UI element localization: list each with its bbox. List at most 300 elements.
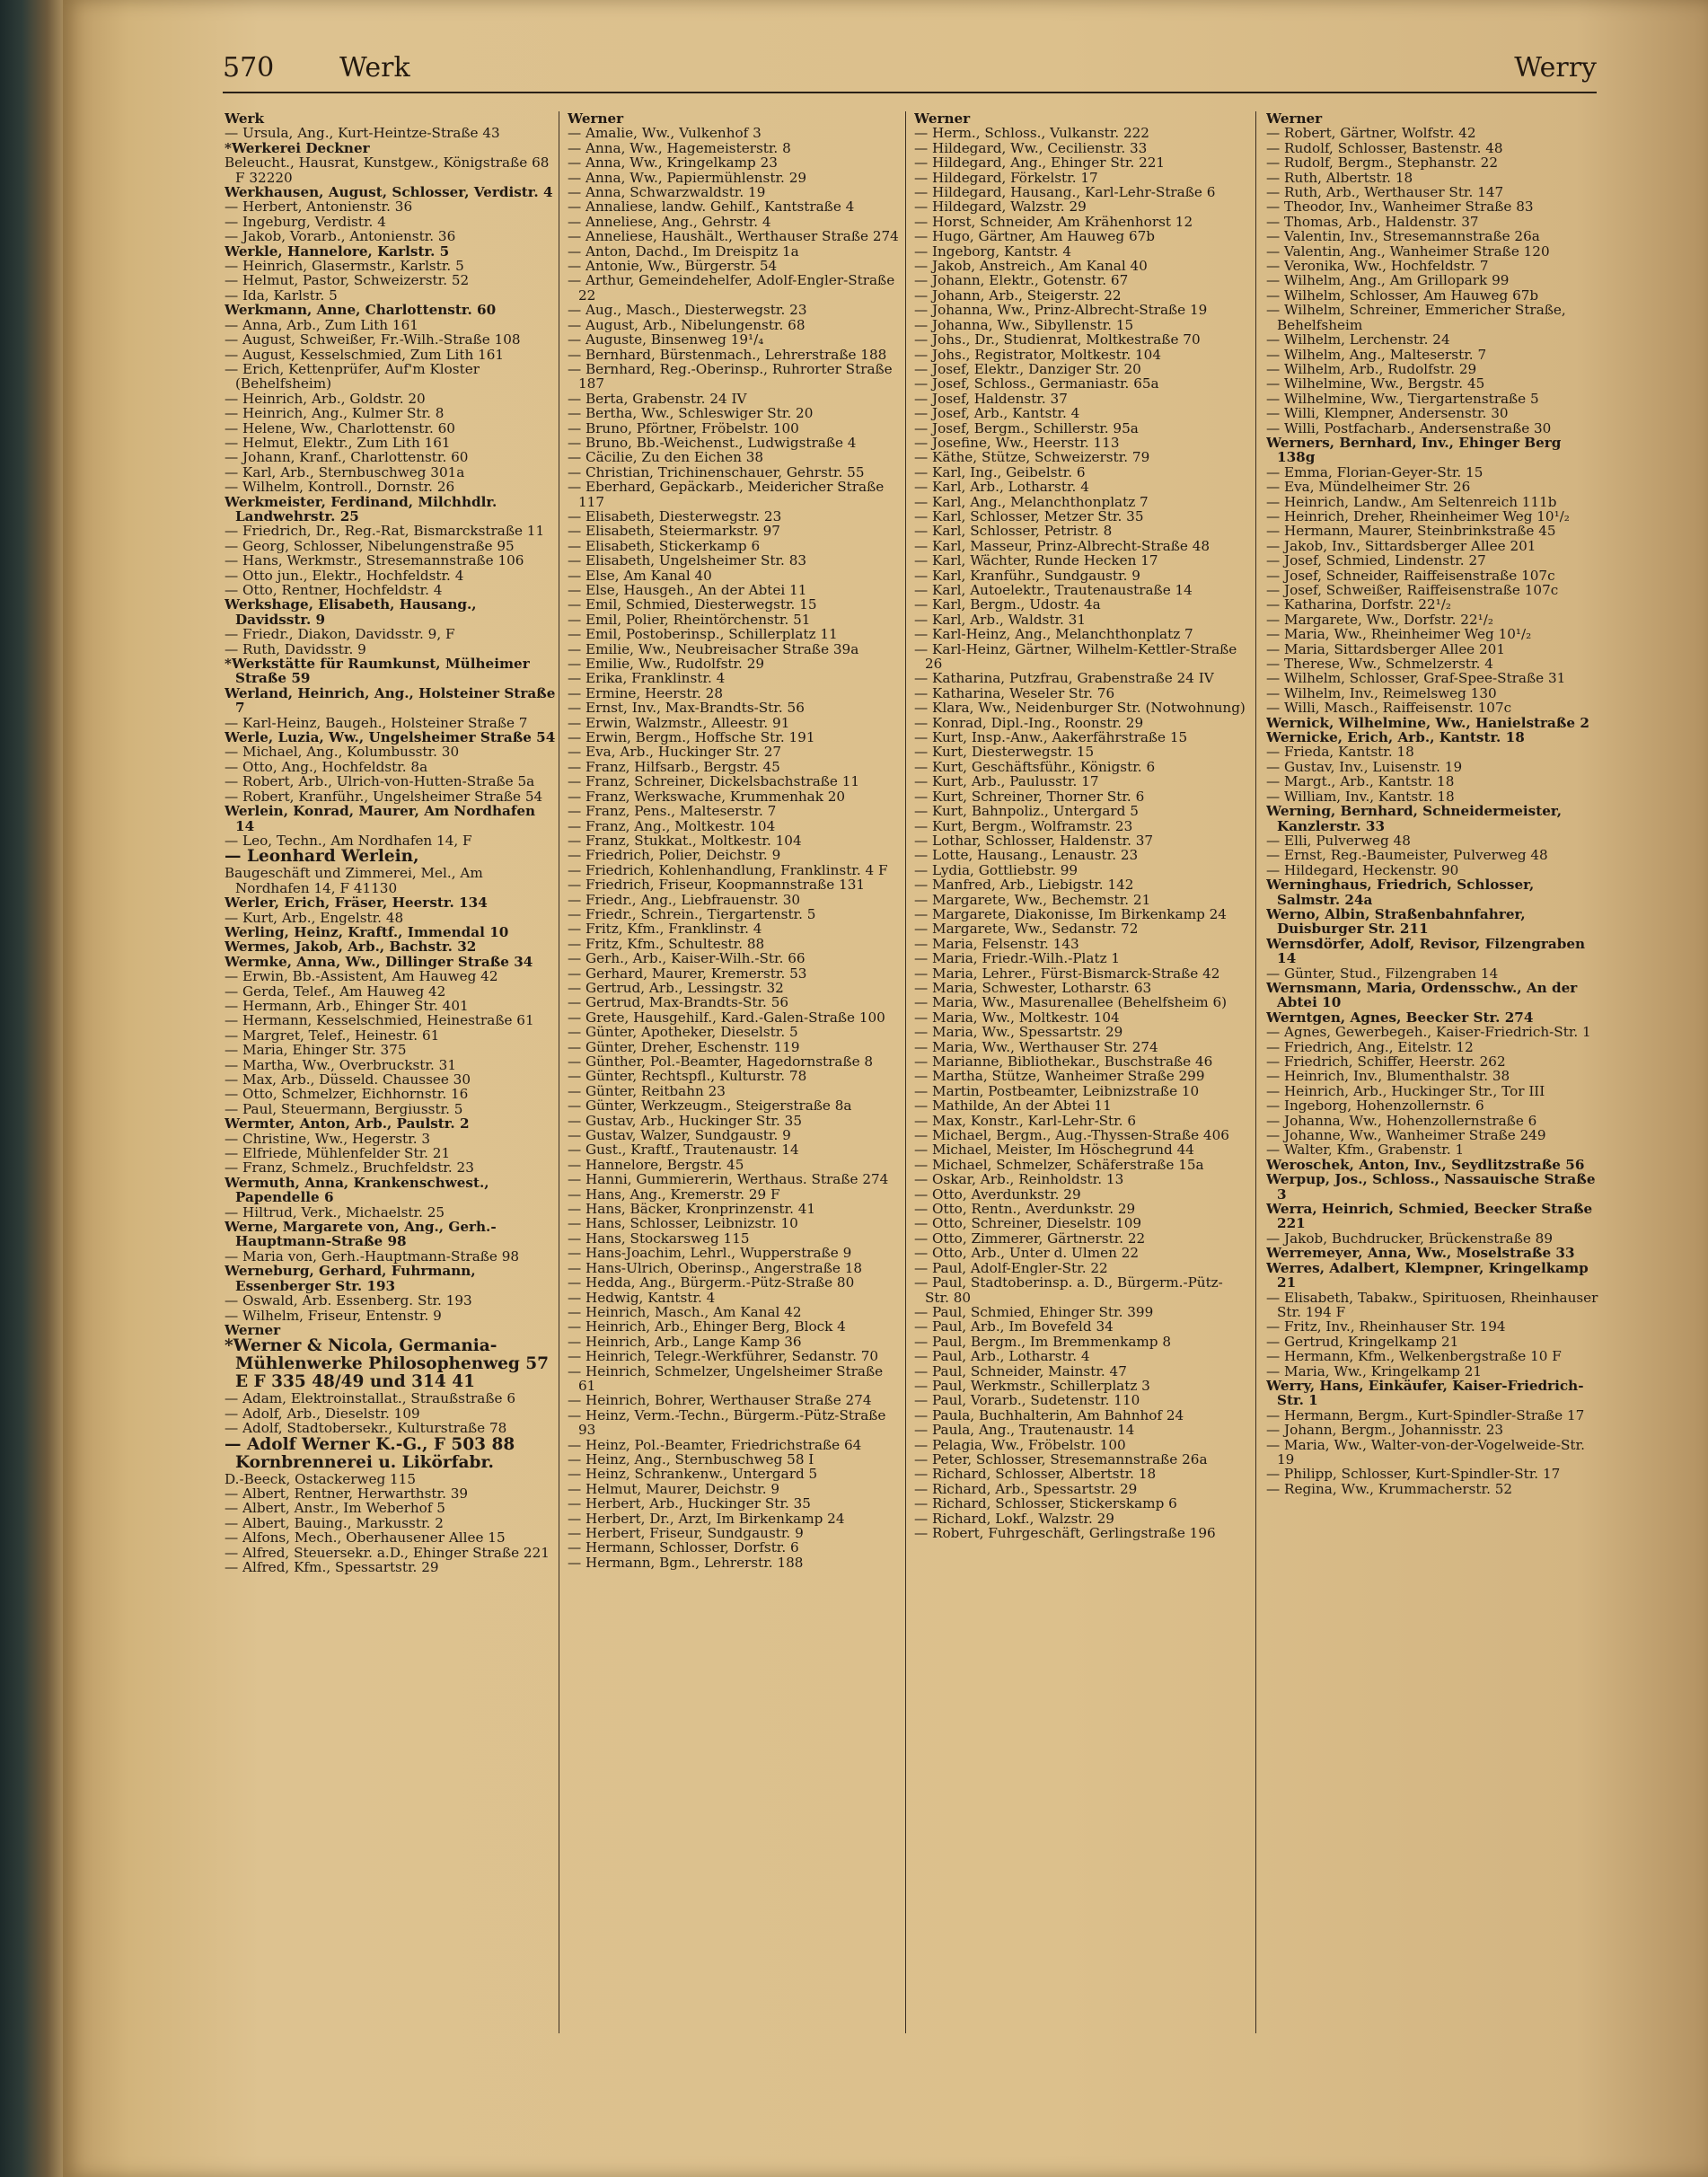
directory-entry: — Gust., Kraftf., Trautenaustr. 14	[568, 1141, 799, 1159]
directory-entry: — Wilhelm, Arb., Rudolfstr. 29	[1266, 360, 1477, 377]
directory-entry: Werner	[568, 111, 624, 127]
directory-entry: — Maria, Felsenstr. 143	[914, 935, 1079, 952]
directory-entry: — Franz, Hilfsarb., Bergstr. 45	[568, 758, 780, 775]
directory-entry: Wernsmann, Maria, Ordensschw., An der Abtei 10	[1266, 979, 1578, 1011]
directory-entry: — Heinrich, Dreher, Rheinheimer Weg 10¹/₂	[1266, 507, 1570, 524]
directory-entry: — Albert, Bauing., Markusstr. 2	[225, 1514, 444, 1531]
directory-entry: — Heinrich, Arb., Goldstr. 20	[225, 390, 426, 407]
directory-entry: — Paula, Ang., Trautenaustr. 14	[914, 1422, 1135, 1439]
column-3	[914, 111, 1246, 2159]
directory-entry: — Ida, Karlstr. 5	[225, 286, 338, 304]
directory-entry: Werners, Bernhard, Inv., Ehinger Berg 138g	[1266, 434, 1562, 466]
column-2	[568, 111, 900, 2159]
directory-entry: Wermke, Anna, Ww., Dillinger Straße 34	[225, 953, 533, 970]
directory-entry: — Günter, Reitbahn 23	[568, 1082, 726, 1099]
directory-entry: Werkmann, Anne, Charlottenstr. 60	[225, 302, 497, 319]
directory-entry: — Alfred, Steuersekr. a.D., Ehinger Straße 221	[225, 1544, 550, 1561]
directory-entry: — Gertrud, Kringelkamp 21	[1266, 1333, 1459, 1350]
directory-entry: — Maria, Ww., Werthauser Str. 274	[914, 1038, 1158, 1055]
directory-entry: Weroschek, Anton, Inv., Seydlitzstraße 56	[1266, 1156, 1585, 1173]
directory-entry: — Arthur, Gemeindehelfer, Adolf-Engler-Straße 22	[568, 272, 895, 304]
directory-entry: — Lotte, Hausang., Lenaustr. 23	[914, 847, 1139, 864]
directory-entry: — Regina, Ww., Krummacherstr. 52	[1266, 1480, 1513, 1497]
directory-entry: *Werkstätte für Raumkunst, Mülheimer Straße 59	[225, 656, 530, 687]
directory-entry: — Heinrich, Landw., Am Seltenreich 111b	[1266, 493, 1557, 510]
directory-entry: — Wilhelm, Ang., Malteserstr. 7	[1266, 346, 1487, 363]
directory-entry: — Emilie, Ww., Rudolfstr. 29	[568, 656, 765, 673]
directory-entry: — Leo, Techn., Am Nordhafen 14, F	[225, 832, 472, 849]
directory-entry: — Hermann, Maurer, Steinbrinkstraße 45	[1266, 523, 1556, 540]
directory-entry: — Wilhelm, Schreiner, Emmericher Straße, Behelfsheim	[1266, 302, 1566, 333]
directory-entry: Baugeschäft und Zimmerei, Mel., Am Nordhafen 14, F 41130	[225, 865, 483, 896]
directory-entry: — Bernhard, Reg.-Oberinsp., Ruhrorter Straße 187	[568, 360, 893, 392]
directory-entry: — Jakob, Buchdrucker, Brückenstraße 89	[1266, 1230, 1553, 1247]
directory-entry: — Theodor, Inv., Wanheimer Straße 83	[1266, 198, 1534, 216]
directory-entry: — Johs., Registrator, Moltkestr. 104	[914, 346, 1161, 363]
directory-entry: — Margarete, Ww., Sedanstr. 72	[914, 921, 1139, 938]
directory-entry: — Heinz, Schrankenw., Untergard 5	[568, 1466, 818, 1483]
directory-entry: — Lothar, Schlosser, Haldenstr. 37	[914, 832, 1154, 849]
directory-entry: — Josef, Schloss., Germaniastr. 65a	[914, 375, 1159, 392]
directory-entry: — Anna, Ww., Papiermühlenstr. 29	[568, 169, 807, 186]
directory-entry: — Horst, Schneider, Am Krähenhorst 12	[914, 213, 1193, 230]
directory-entry: — Karl, Kranführ., Sundgaustr. 9	[914, 567, 1140, 584]
directory-entry: — Bertha, Ww., Schleswiger Str. 20	[568, 405, 814, 422]
directory-entry: — Kurt, Bahnpoliz., Untergard 5	[914, 803, 1139, 820]
directory-entry: — Lydia, Gottliebstr. 99	[914, 861, 1079, 878]
directory-entry: — Robert, Kranführ., Ungelsheimer Straße 54	[225, 788, 543, 805]
directory-entry: — Josef, Schmied, Lindenstr. 27	[1266, 552, 1486, 569]
directory-entry: Werner	[914, 111, 971, 127]
directory-entry: — Therese, Ww., Schmelzerstr. 4	[1266, 656, 1493, 673]
directory-entry: — Kurt, Bergm., Wolframstr. 23	[914, 817, 1133, 834]
directory-entry: — Ursula, Ang., Kurt-Heintze-Straße 43	[225, 125, 500, 142]
directory-entry: — Margarete, Ww., Dorfstr. 22¹/₂	[1266, 611, 1493, 628]
directory-entry: — Michael, Bergm., Aug.-Thyssen-Straße 406	[914, 1127, 1229, 1144]
directory-entry: — Heinrich, Ang., Kulmer Str. 8	[225, 405, 445, 422]
directory-entry: Werner	[225, 1321, 281, 1338]
directory-entry: — Johann, Arb., Steigerstr. 22	[914, 286, 1122, 304]
directory-entry: — Richard, Arb., Spessartstr. 29	[914, 1480, 1138, 1497]
directory-entry: — Hermann, Kfm., Welkenbergstraße 10 F	[1266, 1348, 1562, 1365]
directory-entry: — Auguste, Binsenweg 19¹/₄	[568, 331, 764, 348]
directory-entry: — Jakob, Inv., Sittardsberger Allee 201	[1266, 537, 1536, 554]
directory-entry: — Elisabeth, Tabakw., Spirituosen, Rheinhauser Str. 194 F	[1266, 1289, 1598, 1320]
directory-entry: — Kurt, Arb., Paulusstr. 17	[914, 773, 1099, 790]
directory-entry: — Otto, Zimmerer, Gärtnerstr. 22	[914, 1230, 1146, 1247]
directory-entry: — Willi, Postfacharb., Andersenstraße 30	[1266, 419, 1552, 436]
directory-entry: — Mathilde, An der Abtei 11	[914, 1097, 1112, 1115]
directory-entry: — Gerhard, Maurer, Kremerstr. 53	[568, 965, 807, 982]
directory-entry: — Elisabeth, Stickerkamp 6	[568, 537, 761, 554]
directory-entry: — Josef, Haldenstr. 37	[914, 390, 1068, 407]
directory-entry: — Emma, Florian-Geyer-Str. 15	[1266, 463, 1483, 480]
directory-entry: — Ruth, Davidsstr. 9	[225, 640, 366, 657]
directory-entry: — Heinrich, Inv., Blumenthalstr. 38	[1266, 1068, 1510, 1085]
directory-entry: — Hermann, Bergm., Kurt-Spindler-Straße 17	[1266, 1406, 1585, 1423]
directory-entry: — Erika, Franklinstr. 4	[568, 670, 726, 687]
directory-entry: — Alfred, Kfm., Spessartstr. 29	[225, 1558, 439, 1575]
directory-entry: — Adolf, Arb., Dieselstr. 109	[225, 1405, 420, 1422]
directory-entry: — Kurt, Schreiner, Thorner Str. 6	[914, 788, 1145, 805]
directory-entry: — Otto, Schmelzer, Eichhornstr. 16	[225, 1086, 469, 1103]
directory-entry: — Hans, Stockarsweg 115	[568, 1230, 750, 1247]
directory-entry: — Helene, Ww., Charlottenstr. 60	[225, 419, 455, 436]
directory-entry: — Emil, Schmied, Diesterwegstr. 15	[568, 596, 817, 613]
directory-entry: Werlein, Konrad, Maurer, Am Nordhafen 14	[225, 803, 536, 834]
directory-entry: — Johanna, Ww., Hohenzollernstraße 6	[1266, 1112, 1537, 1129]
directory-entry: — Heinz, Verm.-Techn., Bürgerm.-Pütz-Straße 93	[568, 1406, 886, 1439]
directory-entry: — Emilie, Ww., Neubreisacher Straße 39a	[568, 640, 859, 657]
directory-entry: Wernsdörfer, Adolf, Revisor, Filzengraben 14	[1266, 935, 1586, 967]
directory-entry: Werninghaus, Friedrich, Schlosser, Salmstr. 24a	[1266, 877, 1535, 908]
directory-entry: — Robert, Gärtner, Wolfstr. 42	[1266, 125, 1476, 142]
directory-entry: — Hedwig, Kantstr. 4	[568, 1289, 716, 1306]
directory-entry: — Max, Konstr., Karl-Lehr-Str. 6	[914, 1112, 1136, 1129]
book-spine	[0, 0, 63, 2177]
directory-entry: — William, Inv., Kantstr. 18	[1266, 788, 1455, 805]
directory-entry: Werne, Margarete von, Ang., Gerh.-Hauptmann-Straße 98	[225, 1219, 497, 1250]
directory-entry: — Klara, Ww., Neidenburger Str. (Notwohnung)	[914, 700, 1246, 717]
directory-entry: — Paul, Stadtoberinsp. a. D., Bürgerm.-Pütz-Str. 80	[914, 1274, 1223, 1306]
directory-entry: — Karl, Arb., Lotharstr. 4	[914, 479, 1089, 496]
directory-entry: — Martin, Postbeamter, Leibnizstraße 10	[914, 1082, 1200, 1099]
directory-entry: — Paul, Arb., Lotharstr. 4	[914, 1348, 1090, 1365]
directory-entry: — Hildegard, Förkelstr. 17	[914, 169, 1098, 186]
directory-entry: — Paul, Steuermann, Bergiusstr. 5	[225, 1100, 463, 1117]
directory-entry: — Else, Am Kanal 40	[568, 567, 712, 584]
page-header	[223, 52, 1597, 93]
directory-entry: — Otto, Rentner, Hochfeldstr. 4	[225, 582, 443, 598]
directory-entry: — Christian, Trichinenschauer, Gehrstr. 55	[568, 463, 865, 480]
directory-entry: — Eva, Arb., Huckinger Str. 27	[568, 744, 782, 761]
directory-entry: — Michael, Ang., Kolumbusstr. 30	[225, 744, 460, 761]
directory-entry: — Josefine, Ww., Heerstr. 113	[914, 434, 1120, 451]
directory-entry: — Veronika, Ww., Hochfeldstr. 7	[1266, 258, 1489, 275]
directory-entry: Werkshage, Elisabeth, Hausang., Davidsstr. 9	[225, 596, 477, 628]
directory-entry: — Heinrich, Schmelzer, Ungelsheimer Straße 61	[568, 1362, 884, 1394]
header-right-word: Werry	[1514, 52, 1597, 84]
directory-entry: — Berta, Grabenstr. 24 IV	[568, 390, 747, 407]
directory-entry: — Ernst, Reg.-Baumeister, Pulverweg 48	[1266, 847, 1548, 864]
directory-entry: Wermter, Anton, Arb., Paulstr. 2	[225, 1115, 470, 1133]
directory-entry: — Maria, Schwester, Lotharstr. 63	[914, 979, 1152, 996]
directory-entry: — Otto, Arb., Unter d. Ulmen 22	[914, 1245, 1140, 1262]
directory-entry: — Peter, Schlosser, Stresemannstraße 26a	[914, 1450, 1208, 1467]
directory-entry: — Heinrich, Bohrer, Werthauser Straße 274	[568, 1392, 872, 1409]
directory-entry: — Hildegard, Heckenstr. 90	[1266, 861, 1459, 878]
directory-entry: — Leonhard Werlein,	[225, 847, 419, 867]
directory-entry: — Herbert, Friseur, Sundgaustr. 9	[568, 1525, 804, 1541]
directory-entry: — Herbert, Arb., Huckinger Str. 35	[568, 1495, 811, 1512]
directory-entry: — Alfons, Mech., Oberhausener Allee 15	[225, 1529, 506, 1547]
directory-entry: — Bruno, Pförtner, Fröbelstr. 100	[568, 419, 799, 436]
directory-entry: — Hildegard, Ww., Cecilienstr. 33	[914, 139, 1148, 156]
directory-entry: — Richard, Schlosser, Albertstr. 18	[914, 1466, 1157, 1483]
directory-entry: — Richard, Lokf., Walzstr. 29	[914, 1510, 1114, 1527]
directory-entry: — Otto, Averdunkstr. 29	[914, 1185, 1081, 1203]
column-divider	[1255, 111, 1256, 2033]
directory-entry: — Pelagia, Ww., Fröbelstr. 100	[914, 1436, 1126, 1453]
directory-entry: Werland, Heinrich, Ang., Holsteiner Straße 7	[225, 684, 556, 717]
directory-entry: — Hildegard, Hausang., Karl-Lehr-Straße 6	[914, 184, 1216, 201]
directory-entry: — Aug., Masch., Diesterwegstr. 23	[568, 302, 807, 319]
directory-entry: — Emil, Polier, Rheintörchenstr. 51	[568, 611, 811, 628]
directory-entry: — Hanni, Gummiererin, Werthaus. Straße 274	[568, 1171, 889, 1188]
directory-entry: Werpup, Jos., Schloss., Nassauische Straße 3	[1266, 1171, 1596, 1203]
directory-entry: — Katharina, Dorfstr. 22¹/₂	[1266, 596, 1451, 613]
directory-entry: — Konrad, Dipl.-Ing., Roonstr. 29	[914, 714, 1144, 731]
directory-entry: Werkmeister, Ferdinand, Milchhdlr. Landwehrstr. 25	[225, 493, 497, 524]
directory-entry: — Günter, Rechtspfl., Kulturstr. 78	[568, 1068, 807, 1085]
directory-entry: — Heinz, Pol.-Beamter, Friedrichstraße 64	[568, 1436, 862, 1453]
directory-entry: — Robert, Arb., Ulrich-von-Hutten-Straße 5a	[225, 773, 535, 790]
directory-entry: — Erwin, Bergm., Hoffsche Str. 191	[568, 729, 815, 746]
directory-entry: Werner	[1266, 111, 1323, 127]
directory-entry: — Margret, Telef., Heinestr. 61	[225, 1027, 440, 1044]
directory-entry: — Agnes, Gewerbegeh., Kaiser-Friedrich-Str. 1	[1266, 1024, 1591, 1041]
directory-entry: — Johann, Bergm., Johannisstr. 23	[1266, 1422, 1504, 1439]
directory-entry: — Michael, Schmelzer, Schäferstraße 15a	[914, 1156, 1204, 1173]
directory-entry: — Franz, Stukkat., Moltkestr. 104	[568, 832, 802, 849]
directory-entry: — Paul, Arb., Im Bovefeld 34	[914, 1318, 1114, 1335]
directory-entry: Werle, Luzia, Ww., Ungelsheimer Straße 54	[225, 729, 556, 746]
directory-entry: — Jakob, Anstreich., Am Kanal 40	[914, 258, 1148, 275]
directory-entry: — Karl, Schlosser, Petristr. 8	[914, 523, 1113, 540]
directory-entry: — Günter, Dreher, Eschenstr. 119	[568, 1038, 800, 1055]
directory-entry: — Käthe, Stütze, Schweizerstr. 79	[914, 449, 1150, 466]
directory-entry: — Albert, Rentner, Herwarthstr. 39	[225, 1485, 469, 1502]
directory-entry: — Kurt, Geschäftsführ., Königstr. 6	[914, 758, 1156, 775]
directory-entry: — Heinrich, Masch., Am Kanal 42	[568, 1303, 802, 1320]
directory-entry: — Friedrich, Polier, Deichstr. 9	[568, 847, 781, 864]
directory-entry: — Philipp, Schlosser, Kurt-Spindler-Str. 17	[1266, 1466, 1561, 1483]
directory-entry: — Heinrich, Glasermstr., Karlstr. 5	[225, 258, 464, 275]
directory-entry: — Maria, Ww., Moltkestr. 104	[914, 1009, 1120, 1026]
directory-entry: — Maria, Sittardsberger Allee 201	[1266, 640, 1505, 657]
directory-entry: — Karl, Ing., Geibelstr. 6	[914, 463, 1086, 480]
directory-entry: — Katharina, Putzfrau, Grabenstraße 24 IV	[914, 670, 1214, 687]
directory-entry: — Wilhelmine, Ww., Tiergartenstraße 5	[1266, 390, 1539, 407]
directory-entry: — Karl, Arb., Sternbuschweg 301a	[225, 463, 465, 480]
directory-entry: — Hans, Bäcker, Kronprinzenstr. 41	[568, 1201, 816, 1218]
directory-entry: — Anna, Schwarzwaldstr. 19	[568, 184, 766, 201]
directory-entry: — Franz, Pens., Malteserstr. 7	[568, 803, 777, 820]
directory-entry: — Johanne, Ww., Wanheimer Straße 249	[1266, 1127, 1546, 1144]
directory-entry: — Franz, Schreiner, Dickelsbachstraße 11	[568, 773, 860, 790]
directory-entry: — Hans, Werkmstr., Stresemannstraße 106	[225, 552, 524, 569]
directory-entry: — Otto, Rentn., Averdunkstr. 29	[914, 1201, 1136, 1218]
directory-entry: — Friedrich, Schiffer, Heerstr. 262	[1266, 1053, 1506, 1070]
directory-entry: Werry, Hans, Einkäufer, Kaiser-Friedrich-Str. 1	[1266, 1377, 1584, 1409]
directory-entry: — Helmut, Elektr., Zum Lith 161	[225, 434, 451, 451]
directory-entry: — Wilhelm, Lerchenstr. 24	[1266, 331, 1450, 348]
directory-entry: — Heinrich, Arb., Ehinger Berg, Block 4	[568, 1318, 846, 1335]
directory-entry: — Otto jun., Elektr., Hochfeldstr. 4	[225, 567, 464, 584]
directory-entry: — Otto, Ang., Hochfeldstr. 8a	[225, 758, 428, 775]
directory-entry: — Wilhelmine, Ww., Bergstr. 45	[1266, 375, 1485, 392]
directory-entry: — Ernst, Inv., Max-Brandts-Str. 56	[568, 700, 805, 717]
directory-entry: — Hermann, Schlosser, Dorfstr. 6	[568, 1539, 799, 1556]
directory-entry: — Heinrich, Arb., Lange Kamp 36	[568, 1333, 802, 1350]
directory-entry: — Franz, Schmelz., Bruchfeldstr. 23	[225, 1159, 474, 1177]
directory-entry: — Maria, Ww., Kringelkamp 21	[1266, 1362, 1483, 1379]
directory-entry: — Anna, Arb., Zum Lith 161	[225, 316, 418, 333]
directory-entry: — Friedrich, Ang., Eitelstr. 12	[1266, 1038, 1474, 1055]
directory-entry: — Ruth, Arb., Werthauser Str. 147	[1266, 184, 1504, 201]
directory-entry: — Anneliese, Haushält., Werthauser Straße 274	[568, 228, 899, 245]
directory-entry: — Jakob, Vorarb., Antonienstr. 36	[225, 228, 456, 245]
header-left-word: Werk	[339, 52, 410, 84]
directory-entry: Werkhausen, August, Schlosser, Verdistr. 4	[225, 184, 553, 201]
directory-entry: — Paul, Schneider, Mainstr. 47	[914, 1362, 1127, 1379]
directory-entry: — Gustav, Inv., Luisenstr. 19	[1266, 758, 1463, 775]
directory-entry: — Wilhelm, Friseur, Entenstr. 9	[225, 1307, 442, 1324]
directory-entry: — Franz, Werkswache, Krummenhak 20	[568, 788, 846, 805]
directory-entry: — Margarete, Ww., Bechemstr. 21	[914, 891, 1151, 908]
directory-entry: — Fritz, Inv., Rheinhauser Str. 194	[1266, 1318, 1506, 1335]
directory-entry: — Heinz, Ang., Sternbuschweg 58 I	[568, 1450, 814, 1467]
directory-entry: *Werner & Nicola, Germania-Mühlenwerke Philosophenweg 57 E F 335 48/49 und 314 41	[225, 1336, 550, 1392]
directory-entry: — Michael, Meister, Im Höschegrund 44	[914, 1141, 1194, 1159]
directory-entry: — Fritz, Kfm., Schultestr. 88	[568, 935, 765, 952]
directory-entry: — Josef, Schneider, Raiffeisenstraße 107c	[1266, 567, 1555, 584]
directory-entry: Werres, Adalbert, Klempner, Kringelkamp 21	[1266, 1259, 1589, 1291]
directory-entry: — Elli, Pulverweg 48	[1266, 832, 1411, 849]
directory-entry: — Hans, Ang., Kremerstr. 29 F	[568, 1185, 780, 1203]
directory-entry: — Gertrud, Arb., Lessingstr. 32	[568, 979, 784, 996]
directory-entry: — Karl, Masseur, Prinz-Albrecht-Straße 48	[914, 537, 1211, 554]
directory-entry: — Paul, Bergm., Im Bremmenkamp 8	[914, 1333, 1171, 1350]
directory-entry: — Kurt, Diesterwegstr. 15	[914, 744, 1095, 761]
directory-entry: — Anton, Dachd., Im Dreispitz 1a	[568, 242, 799, 260]
directory-entry: — Paul, Vorarb., Sudetenstr. 110	[914, 1392, 1140, 1409]
directory-entry: — Hans-Joachim, Lehrl., Wupperstraße 9	[568, 1245, 852, 1262]
directory-entry: — Thomas, Arb., Haldenstr. 37	[1266, 213, 1479, 230]
directory-entry: — Erwin, Bb.-Assistent, Am Hauweg 42	[225, 968, 498, 985]
directory-entry: — Johanna, Ww., Sibyllenstr. 15	[914, 316, 1134, 333]
directory-entry: — Adam, Elektroinstallat., Straußstraße 6	[225, 1390, 515, 1407]
directory-entry: — Antonie, Ww., Bürgerstr. 54	[568, 258, 778, 275]
directory-entry: *Werkerei Deckner	[225, 139, 370, 156]
directory-entry: — Gertrud, Max-Brandts-Str. 56	[568, 994, 789, 1011]
directory-entry: — Willi, Masch., Raiffeisenstr. 107c	[1266, 700, 1512, 717]
directory-entry: — Elisabeth, Ungelsheimer Str. 83	[568, 552, 807, 569]
directory-entry: — Hans, Schlosser, Leibnizstr. 10	[568, 1215, 798, 1232]
directory-entry: — Anna, Ww., Kringelkamp 23	[568, 154, 778, 172]
directory-entry: — Ingeborg, Hohenzollernstr. 6	[1266, 1097, 1484, 1115]
directory-entry: — Hans-Ulrich, Oberinsp., Angerstraße 18	[568, 1259, 863, 1276]
directory-entry: — Amalie, Ww., Vulkenhof 3	[568, 125, 762, 142]
directory-entry: — Robert, Fuhrgeschäft, Gerlingstraße 196	[914, 1525, 1216, 1541]
directory-entry: — Maria, Ehinger Str. 375	[225, 1042, 407, 1059]
directory-entry: — Hedda, Ang., Bürgerm.-Pütz-Straße 80	[568, 1274, 855, 1291]
directory-entry: — Hildegard, Walzstr. 29	[914, 198, 1087, 216]
directory-entry: — Gerda, Telef., Am Hauweg 42	[225, 983, 446, 1000]
directory-entry: — Günter, Werkzeugm., Steigerstraße 8a	[568, 1097, 852, 1115]
directory-entry: — Paula, Buchhalterin, Am Bahnhof 24	[914, 1406, 1184, 1423]
directory-entry: — Friedr., Schrein., Tiergartenstr. 5	[568, 905, 816, 922]
directory-entry: — Valentin, Inv., Stresemannstraße 26a	[1266, 228, 1540, 245]
directory-entry: — Maria, Ww., Masurenallee (Behelfsheim 6)	[914, 994, 1228, 1011]
directory-entry: Beleucht., Hausrat, Kunstgew., Königstraße 68 F 32220	[225, 154, 550, 186]
directory-entry: — Hermann, Bgm., Lehrerstr. 188	[568, 1554, 804, 1571]
directory-entry: — Elfriede, Mühlenfelder Str. 21	[225, 1145, 451, 1162]
directory-entry: — Rudolf, Bergm., Stephanstr. 22	[1266, 154, 1499, 172]
directory-entry: — Hugo, Gärtner, Am Hauweg 67b	[914, 228, 1155, 245]
directory-entry: Werkle, Hannelore, Karlstr. 5	[225, 242, 450, 260]
column-1	[225, 111, 557, 2159]
directory-entry: — Elisabeth, Diesterwegstr. 23	[568, 507, 782, 524]
directory-entry: Wermuth, Anna, Krankenschwest., Papendelle 6	[225, 1174, 489, 1206]
directory-entry: Werno, Albin, Straßenbahnfahrer, Duisburger Str. 211	[1266, 905, 1526, 938]
directory-entry: — Richard, Schlosser, Stickerskamp 6	[914, 1495, 1177, 1512]
directory-entry: — Frieda, Kantstr. 18	[1266, 744, 1414, 761]
directory-entry: — Ruth, Albertstr. 18	[1266, 169, 1413, 186]
directory-entry: — Josef, Elektr., Danziger Str. 20	[914, 360, 1141, 377]
directory-entry: — August, Schweißer, Fr.-Wilh.-Straße 108	[225, 331, 521, 348]
directory-entry: — Albert, Anstr., Im Weberhof 5	[225, 1500, 445, 1517]
directory-entry: — Günther, Pol.-Beamter, Hagedornstraße 8	[568, 1053, 874, 1070]
directory-entry: — Hermann, Kesselschmied, Heinestraße 61	[225, 1012, 534, 1029]
directory-entry: — Erich, Kettenprüfer, Auf'm Kloster (Behelfsheim)	[225, 360, 480, 392]
directory-entry: — Christine, Ww., Hegerstr. 3	[225, 1130, 431, 1147]
directory-entry: — Herbert, Dr., Arzt, Im Birkenkamp 24	[568, 1510, 845, 1527]
directory-entry: Werntgen, Agnes, Beecker Str. 274	[1266, 1009, 1534, 1026]
directory-entry: — August, Arb., Nibelungenstr. 68	[568, 316, 806, 333]
directory-entry: — Karl-Heinz, Gärtner, Wilhelm-Kettler-Straße 26	[914, 640, 1237, 673]
directory-entry: Werning, Bernhard, Schneidermeister, Kanzlerstr. 33	[1266, 803, 1563, 834]
directory-entry: — Friedr., Ang., Liebfrauenstr. 30	[568, 891, 801, 908]
directory-entry: — Grete, Hausgehilf., Kard.-Galen-Straße 100	[568, 1009, 885, 1026]
directory-entry: — Marianne, Bibliothekar., Buschstraße 46	[914, 1053, 1213, 1070]
directory-entry: — Valentin, Ang., Wanheimer Straße 120	[1266, 242, 1550, 260]
directory-entry: — Fritz, Kfm., Franklinstr. 4	[568, 921, 762, 938]
directory-entry: — Gerh., Arb., Kaiser-Wilh.-Str. 66	[568, 950, 806, 967]
directory-entry: — Heinrich, Arb., Huckinger Str., Tor III	[1266, 1082, 1545, 1099]
directory-entry: — Adolf, Stadtobersekr., Kulturstraße 78	[225, 1420, 507, 1437]
directory-entry: — Maria, Lehrer., Fürst-Bismarck-Straße 42	[914, 965, 1220, 982]
directory-entry: — Paul, Adolf-Engler-Str. 22	[914, 1259, 1108, 1276]
directory-entry: — Günter, Stud., Filzengraben 14	[1266, 965, 1499, 982]
directory-entry: — Margt., Arb., Kantstr. 18	[1266, 773, 1455, 790]
directory-entry: — Friedrich, Dr., Reg.-Rat, Bismarckstraße 11	[225, 523, 545, 540]
directory-entry: — Bruno, Bb.-Weichenst., Ludwigstraße 4	[568, 434, 857, 451]
directory-entry: — Kurt, Arb., Engelstr. 48	[225, 909, 404, 926]
page-number: 570	[223, 52, 275, 84]
directory-entry: — Annaliese, landw. Gehilf., Kantstraße 4	[568, 198, 855, 216]
directory-entry: — Otto, Schreiner, Dieselstr. 109	[914, 1215, 1142, 1232]
directory-entry: — Karl, Bergm., Udostr. 4a	[914, 596, 1101, 613]
directory-entry: — Helmut, Maurer, Deichstr. 9	[568, 1480, 780, 1497]
directory-entry: — Karl, Arb., Waldstr. 31	[914, 611, 1087, 628]
directory-entry: — Heinrich, Telegr.-Werkführer, Sedanstr. 70	[568, 1348, 879, 1365]
directory-entry: — Ingeborg, Kantstr. 4	[914, 242, 1072, 260]
directory-entry: — Karl, Ang., Melanchthonplatz 7	[914, 493, 1149, 510]
directory-entry: — Friedrich, Friseur, Koopmannstraße 131	[568, 877, 866, 894]
directory-entry: Werremeyer, Anna, Ww., Moselstraße 33	[1266, 1245, 1575, 1262]
directory-entry: Werk	[225, 111, 265, 127]
directory-entry: — Josef, Arb., Kantstr. 4	[914, 405, 1080, 422]
directory-entry: — Kurt, Insp.-Anw., Aakerfährstraße 15	[914, 729, 1188, 746]
directory-entry: — Paul, Werkmstr., Schillerplatz 3	[914, 1377, 1150, 1394]
directory-entry: — Friedrich, Kohlenhandlung, Franklinstr. 4 F	[568, 861, 888, 878]
directory-entry: — Gustav, Arb., Huckinger Str. 35	[568, 1112, 802, 1129]
directory-entry: — Maria, Ww., Walter-von-der-Vogelweide-Str. 19	[1266, 1436, 1585, 1467]
directory-entry: — Elisabeth, Steiermarkstr. 97	[568, 523, 780, 540]
directory-entry: — Josef, Bergm., Schillerstr. 95a	[914, 419, 1139, 436]
directory-entry: — August, Kesselschmied, Zum Lith 161	[225, 346, 505, 363]
